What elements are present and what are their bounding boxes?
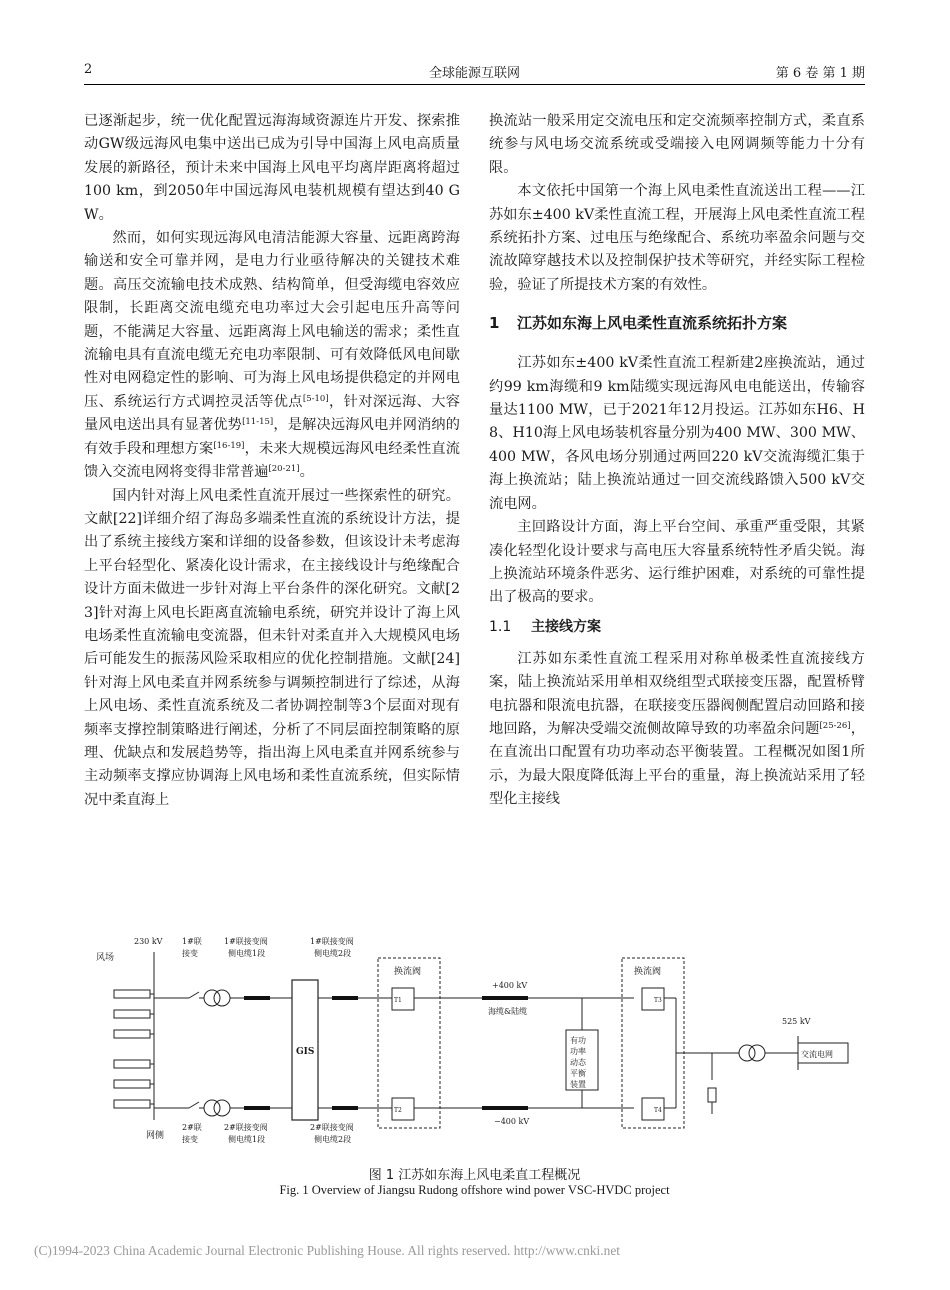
paragraph [489, 110, 865, 180]
paragraph-text: 本文依托中国第一个海上风电柔性直流送出工程——江苏如东±400 kV柔性直流工程，开展海上风电柔性直流工程系统拓扑方案、过电压与绝缘配合、系统功率盈余问题与交流故障穿越技术以及控制保护技术等研究，并经实际工程检验，验证了所提技术方案的有效性。 [489, 183, 865, 293]
header-rule [84, 84, 865, 85]
balance-line-1: 有功 [570, 1036, 586, 1045]
copyright-footer: (C)1994-2023 China Academic Journal Electronic Publishing House. All rights reserved. http://www.cnki.net [34, 1243, 620, 1258]
paragraph [84, 110, 460, 227]
paragraph-text: 换流站一般采用定交流电压和定交流频率控制方式，柔直系统参与风电场交流系统或受端接入电网调频等能力十分有限。 [489, 113, 865, 176]
balance-line-4: 平衡 [570, 1069, 586, 1078]
heading-text: 主接线方案 [531, 618, 601, 635]
gis-label: GIS [296, 1047, 315, 1057]
subsection-heading [489, 616, 865, 638]
paragraph-text: 已逐渐起步，统一优化配置远海海域资源连片开发、探索推动GW级远海风电集中送出已成为引导中国海上风电高质量发展的新路径，预计未来中国海上风电平均离岸距离将超过100 km，到2050年中国远海风电装机规模有望达到40 GW。 [84, 113, 460, 223]
paragraph-text: 江苏如东±400 kV柔性直流工程新建2座换流站，通过约99 km海缆和9 km陆缆实现远海风电电能送出，传输容量达1100 MW，已于2021年12月投运。江苏如东H6、H8、H10海上风电场装机容量分别为400 MW、300 MW、400 MW，各风电场分别通过两回220 kV交流海缆汇集于海上换流站；陆上换流站通过一回交流线路馈入500 kV交流电网。 [489, 355, 865, 512]
cable2-seg1-a: 2#联接变阀 [224, 1123, 268, 1132]
citation-ref: [5-10] [302, 393, 329, 404]
dc-negative-voltage: −400 kV [494, 1117, 530, 1126]
voltage-230kv: 230 kV [134, 937, 163, 946]
paragraph [489, 352, 865, 516]
heading-number: 1.1 [489, 618, 512, 635]
right-column [489, 110, 865, 812]
valve-t2-label: T2 [394, 1107, 402, 1114]
page-header [84, 62, 865, 84]
tr1-label-b: 接变 [182, 949, 198, 958]
tr2-label-b: 接变 [182, 1135, 198, 1144]
cable1-seg2-a: 1#联接变阀 [310, 937, 354, 946]
wind-farm-label: 风场 [96, 953, 115, 963]
transformer-2 [204, 1100, 220, 1116]
transformer-1 [204, 990, 220, 1006]
transformer-grid [739, 1045, 755, 1061]
journal-title: 全球能源互联网 [428, 66, 520, 81]
paragraph [84, 485, 460, 813]
balance-line-3: 动态 [570, 1058, 586, 1067]
cable2-seg2-b: 侧电缆2段 [314, 1135, 352, 1144]
citation-ref: [11-15] [242, 417, 274, 428]
paragraph-text: ，在直流出口配置有功功率动态平衡装置。工程概况如图1所示，为最大限度降低海上平台的重量，海上换流站采用了轻型化主接线 [489, 720, 865, 808]
valve-t4-label: T4 [654, 1107, 662, 1114]
citation-ref: [20-21] [268, 464, 300, 475]
ac-grid-label: 交流电网 [801, 1050, 833, 1059]
converter-left-label: 换流阀 [394, 967, 422, 977]
cable1-seg1-a: 1#联接变阀 [224, 937, 268, 946]
offshore-converter-box [378, 958, 440, 1128]
balance-line-5: 装置 [570, 1080, 586, 1089]
cable1-seg2-b: 侧电缆2段 [314, 949, 352, 958]
paragraph [489, 648, 865, 812]
paragraph-text: ，未来大规模远海风电经柔性直流馈入交流电网将变得非常普遍 [84, 440, 460, 481]
paragraph-text: ，是解决远海风电并网消纳的有效手段和理想方案 [84, 417, 460, 457]
paragraph-text: 然而，如何实现远海风电清洁能源大容量、远距离跨海输送和安全可靠并网，是电力行业亟待解决的关键技术难题。高压交流输电技术成熟、结构简单，但受海缆电容效应限制，长距离交流电缆充电功率过大会引起电压升高等问题，不能满足大容量、远距离海上风电输送的需求；柔性直流输电具有直流电缆无充电功率限制、可有效降低风电间歇性对电网稳定性的影响、可为海上风电场提供稳定的并网电压、系统运行方式调控灵活等优点 [84, 230, 460, 410]
voltage-525kv: 525 kV [782, 1017, 811, 1026]
paragraph-text: 主回路设计方面，海上平台空间、承重严重受限，其紧凑化轻型化设计要求与高电压大容量系统特性矛盾尖锐。海上换流站环境条件恶劣、运行维护困难，对系统的可靠性提出了极高的要求。 [489, 519, 865, 606]
paragraph [489, 180, 865, 297]
tr2-label-a: 2#联 [182, 1123, 202, 1132]
wind-turbine-group [114, 990, 154, 1108]
cable2-seg2-a: 2#联接变阀 [310, 1123, 354, 1132]
section-heading [489, 312, 865, 334]
cable-type-label: 海缆&陆缆 [488, 1007, 528, 1016]
cable2-seg1-b: 侧电缆1段 [228, 1135, 266, 1144]
heading-text: 江苏如东海上风电柔性直流系统拓扑方案 [517, 314, 788, 333]
grid-side-label: 网侧 [146, 1131, 165, 1141]
cable1-seg1-b: 侧电缆1段 [228, 949, 266, 958]
converter-right-label: 换流阀 [634, 967, 662, 977]
volume-issue: 第 6 卷 第 1 期 [775, 66, 865, 81]
citation-ref: [16-19] [213, 440, 245, 451]
heading-number: 1 [489, 314, 500, 333]
page-number: 2 [84, 62, 93, 77]
figure-1-diagram [94, 930, 874, 1162]
paragraph-text: 国内针对海上风电柔性直流开展过一些探索性的研究。文献[22]详细介绍了海岛多端柔性直流的系统设计方法，提出了系统主接线方案和详细的设备参数，但该设计未考虑海上平台轻型化、紧凑化设计需求，在主接线设计与绝缘配合设计方面未做进一步针对海上平台条件的深化研究。文献[23]针对海上风电长距离直流输电系统，研究并设计了海上风电场柔性直流输电变流器，但未针对柔直并入大规模风电场后可能发生的振荡风险采取相应的优化控制措施。文献[24]针对海上风电柔直并网系统参与调频控制进行了综述，从海上风电场、柔性直流系统及二者协调控制等3个层面对现有频率支撑控制策略进行阐述，分析了不同层面控制策略的原理、优缺点和发展趋势等，指出海上风电柔直并网系统参与主动频率支撑应协调海上风电场和柔性直流系统，但实际情况中柔直海上 [84, 487, 460, 808]
tr1-label-a: 1#联 [182, 937, 202, 946]
left-column [84, 110, 460, 812]
paragraph-text: ，针对深远海、大容量风电送出具有显著优势 [84, 393, 460, 434]
paragraph [489, 516, 865, 610]
valve-t1-label: T1 [394, 997, 402, 1004]
figure-caption-cn: 图 1 江苏如东海上风电柔直工程概况 [368, 1168, 581, 1183]
paragraph [84, 227, 460, 484]
circuit-diagram [94, 930, 874, 1162]
paragraph-text: 江苏如东柔性直流工程采用对称单极柔性直流接线方案，陆上换流站采用单相双绕组型式联接变压器，配置桥臂电抗器和限流电抗器，在联接变压器阀侧配置启动回路和接地回路，为解决受端交流侧故障导致的功率盈余问题 [489, 650, 865, 737]
figure-caption-en: Fig. 1 Overview of Jiangsu Rudong offshore wind power VSC-HVDC project [279, 1183, 670, 1197]
dc-positive-voltage: +400 kV [492, 981, 528, 990]
citation-ref: [25-26] [819, 720, 851, 731]
paragraph-text: 。 [299, 464, 314, 481]
balance-line-2: 功率 [570, 1047, 586, 1056]
valve-t3-label: T3 [654, 997, 662, 1004]
onshore-converter-box [622, 958, 684, 1128]
